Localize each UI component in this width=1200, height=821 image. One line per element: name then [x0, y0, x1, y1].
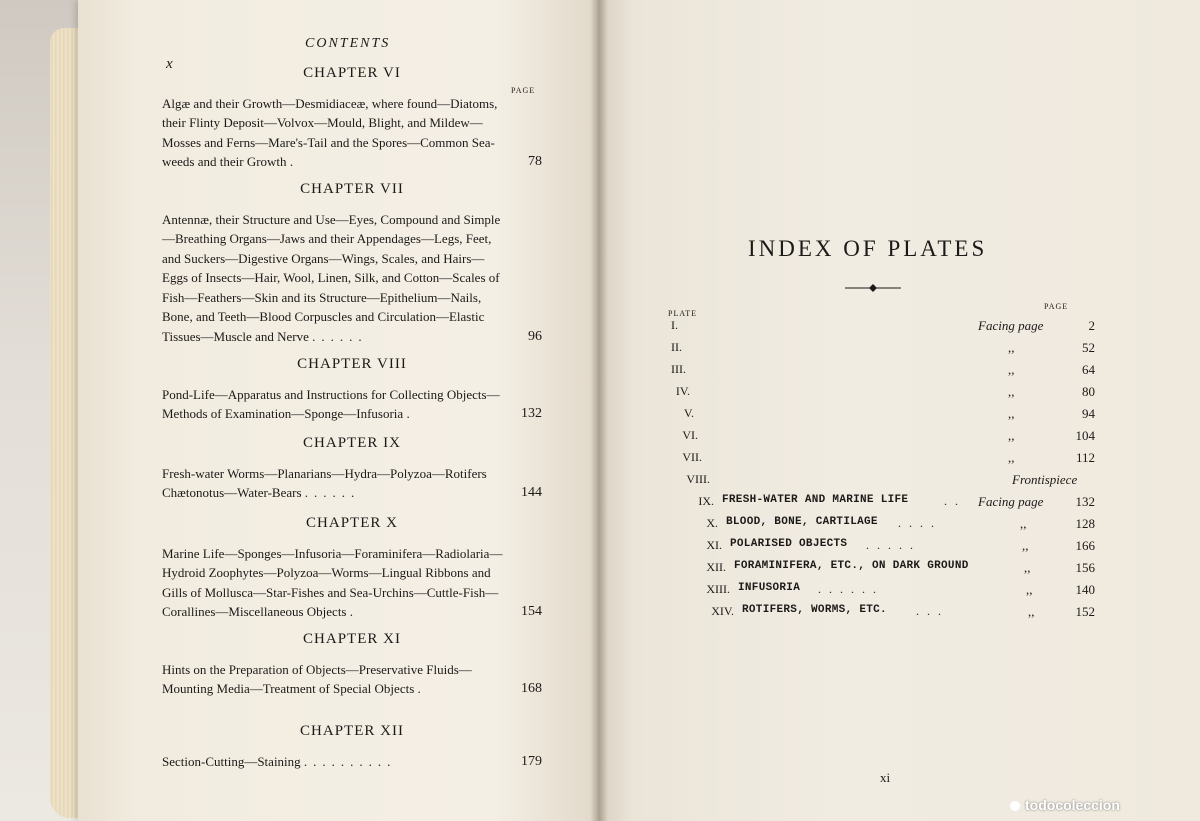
- plate-title: ROTIFERS, WORMS, ETC.: [742, 604, 887, 616]
- plate-marker: ,,: [1024, 560, 1031, 575]
- plate-marker: Facing page: [978, 318, 1044, 333]
- plate-marker: ,,: [1008, 362, 1015, 377]
- chapter-summary: Algæ and their Growth—Desmidiaceæ, where found—Diatoms, their Flinty Deposit—Volvox—Mould, Blight, and Mildew—Mosses and Ferns—Mare's-Tail and the Spores—Common Sea-weeds and their Growth . 78: [162, 94, 542, 172]
- plate-title: FORAMINIFERA, ETC., ON DARK GROUND: [734, 560, 969, 572]
- plate-marker: ,,: [1008, 340, 1015, 355]
- plate-page: 152: [1075, 604, 1095, 619]
- watermark: todocoleccion: [1010, 797, 1120, 813]
- plate-row: [630, 428, 1095, 448]
- chapter-page: 154: [521, 604, 542, 619]
- chapter-heading: CHAPTER XII: [300, 723, 404, 739]
- plate-row: [630, 472, 1095, 492]
- plate-numeral: X.: [706, 516, 718, 530]
- chapter-page: 132: [521, 406, 542, 421]
- chapter-page: 168: [521, 681, 542, 696]
- plate-numeral: XI.: [706, 538, 722, 552]
- toc-chapter-8: [162, 355, 542, 424]
- plate-marker: ,,: [1020, 516, 1027, 531]
- plate-marker: ,,: [1022, 538, 1029, 553]
- plate-row: IX. FRESH-WATER AND MARINE LIFE .. Facing page 132: [630, 494, 1095, 514]
- plate-numeral: VII.: [682, 450, 702, 464]
- plate-numeral: XIV.: [711, 604, 734, 618]
- plate-numeral: V.: [683, 406, 694, 420]
- plate-page: 52: [1082, 340, 1095, 355]
- chapter-heading: CHAPTER X: [306, 515, 398, 531]
- plate-row: [630, 384, 1095, 404]
- plate-page: 166: [1075, 538, 1095, 553]
- plate-numeral: XIII.: [706, 582, 730, 596]
- plate-marker: ,,: [1008, 450, 1015, 465]
- plate-numeral: III.: [671, 362, 686, 376]
- plate-page: 80: [1082, 384, 1095, 399]
- running-head: CONTENTS: [305, 36, 391, 51]
- toc-chapter-6: [162, 64, 542, 172]
- plate-numeral: XII.: [706, 560, 726, 574]
- plate-row: XIII. INFUSORIA ...... ,, 140: [630, 582, 1095, 602]
- chapter-page: 144: [521, 485, 542, 500]
- chapter-heading: CHAPTER VIII: [297, 356, 407, 372]
- page-column-label: PAGE: [1044, 302, 1069, 311]
- plate-row: X. BLOOD, BONE, CARTILAGE .... ,, 128: [630, 516, 1095, 536]
- chapter-page: 179: [521, 753, 542, 769]
- chapter-page: 78: [528, 154, 542, 169]
- plate-numeral: VI.: [682, 428, 698, 442]
- plate-page: 104: [1075, 428, 1095, 443]
- toc-chapter-11: [162, 630, 542, 699]
- chapter-heading: CHAPTER VI: [303, 65, 401, 81]
- plate-row: [630, 318, 1095, 338]
- plate-numeral: I.: [671, 318, 678, 332]
- book-gutter: [590, 0, 608, 821]
- plate-page: 112: [1075, 450, 1095, 465]
- watermark-dot-icon: [1010, 801, 1020, 811]
- plate-page: 94: [1082, 406, 1095, 421]
- chapter-summary: Pond-Life—Apparatus and Instructions for Collecting Objects—Methods of Examination—Sponge—Infusoria . 132: [162, 385, 542, 424]
- chapter-summary: Hints on the Preparation of Objects—Preservative Fluids—Mounting Media—Treatment of Special Objects . 168: [162, 660, 542, 699]
- toc-chapter-9: [162, 434, 542, 503]
- plate-marker: Frontispiece: [1012, 472, 1078, 487]
- plate-page: 132: [1075, 494, 1095, 509]
- plate-row: [630, 450, 1095, 470]
- plate-marker: ,,: [1008, 384, 1015, 399]
- toc-chapter-10: [162, 514, 542, 622]
- plate-numeral: IX.: [698, 494, 714, 508]
- chapter-summary: Antennæ, their Structure and Use—Eyes, Compound and Simple—Breathing Organs—Jaws and their Appendages—Legs, Feet, and Suckers—Digestive Organs—Wings, Scales, and Hairs—Eggs of Insects—Hair, Wool, Linen, Silk, and Cotton—Scales of Fish—Feathers—Skin and its Structure—Epithelium—Nails, Bone, and Teeth—Blood Corpuscles and Circulation—Elastic Tissues—Muscle and Nerve ...... 96: [162, 210, 542, 347]
- toc-chapter-7: [162, 180, 542, 346]
- index-title: INDEX OF PLATES: [748, 236, 988, 261]
- right-folio: xi: [880, 770, 891, 785]
- plate-marker: ,,: [1008, 406, 1015, 421]
- chapter-summary: Marine Life—Sponges—Infusoria—Foraminifera—Radiolaria—Hydroid Zoophytes—Polyzoa—Worms—Lingual Ribbons and Gills of Mollusca—Star-Fishes and Sea-Urchins—Cuttle-Fish—Corallines—Miscellaneous Objects . 154: [162, 544, 542, 622]
- toc-page-label: PAGE: [511, 86, 536, 95]
- plate-title: FRESH-WATER AND MARINE LIFE: [722, 494, 909, 506]
- plate-column-label: PLATE: [668, 309, 697, 318]
- plate-title: POLARISED OBJECTS: [730, 538, 848, 550]
- plate-numeral: VIII.: [686, 472, 710, 486]
- plate-marker: Facing page: [978, 494, 1044, 509]
- chapter-heading: CHAPTER XI: [303, 631, 401, 647]
- plate-title: BLOOD, BONE, CARTILAGE: [726, 516, 878, 528]
- chapter-heading: CHAPTER IX: [303, 435, 401, 451]
- plate-row: XI. POLARISED OBJECTS ..... ,, 166: [630, 538, 1095, 558]
- plate-numeral: II.: [671, 340, 682, 354]
- plate-marker: ,,: [1008, 428, 1015, 443]
- plate-page: 140: [1075, 582, 1095, 597]
- plate-page: 2: [1088, 318, 1095, 333]
- chapter-heading: CHAPTER VII: [300, 181, 404, 197]
- plate-row: XIV. ROTIFERS, WORMS, ETC. ... ,, 152: [630, 604, 1095, 624]
- toc-chapter-12: [162, 722, 542, 771]
- chapter-summary: Section-Cutting—Staining .......... 179: [162, 752, 542, 772]
- plate-row: [630, 340, 1095, 360]
- plate-marker: ,,: [1028, 604, 1035, 619]
- plate-row: [630, 406, 1095, 426]
- plate-marker: ,,: [1026, 582, 1033, 597]
- left-folio: x: [166, 56, 173, 72]
- ornament-rule: [843, 284, 903, 292]
- chapter-page: 96: [528, 328, 542, 344]
- plate-numeral: IV.: [675, 384, 690, 398]
- plate-page: 156: [1075, 560, 1095, 575]
- plate-row: [630, 362, 1095, 382]
- chapter-summary: Fresh-water Worms—Planarians—Hydra—Polyzoa—Rotifers Chætonotus—Water-Bears ...... 144: [162, 464, 542, 503]
- plate-page: 64: [1082, 362, 1095, 377]
- plate-page: 128: [1075, 516, 1095, 531]
- plate-title: INFUSORIA: [738, 582, 801, 594]
- plate-row: [630, 560, 1095, 580]
